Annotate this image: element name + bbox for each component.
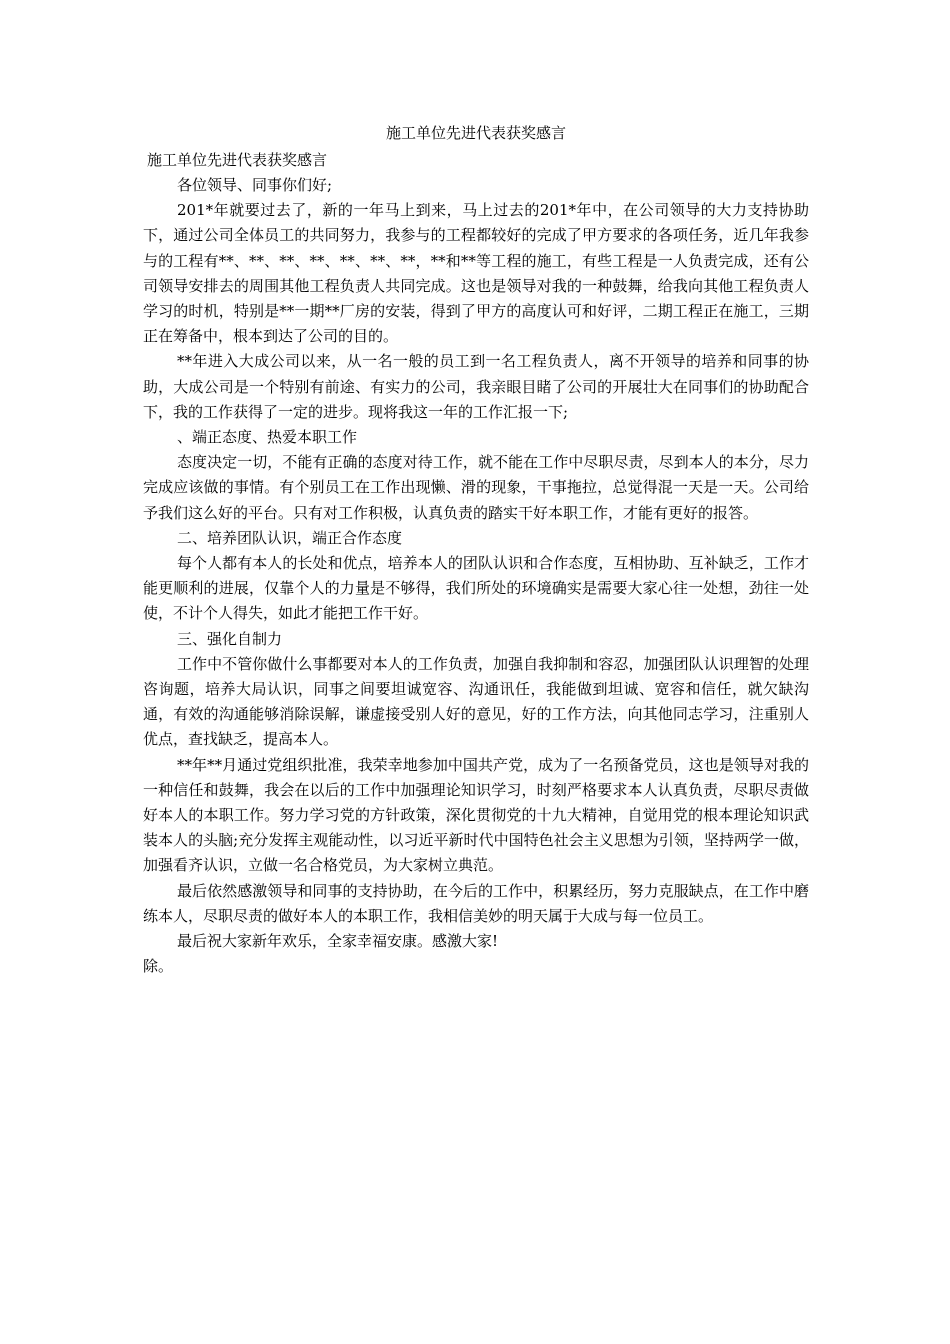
section-heading-3: 三、强化自制力 [177,629,283,648]
paragraph-7: 最后依然感激领导和同事的支持协助，在今后的工作中，积累经历，努力克服缺点，在工作中磨练本人，尽职尽责的做好本人的本职工作，我相信美妙的明天属于大成与每一位员工。 [143,881,809,925]
greeting: 各位领导、同事你们好; [177,176,333,194]
section-heading-1: 、端正态度、热爱本职工作 [177,428,358,447]
paragraph-6: **年**月通过党组织批准，我荣幸地参加中国共产党，成为了一名预备党员，这也是领导对我的一种信任和鼓舞，我会在以后的工作中加强理论知识学习，时刻严格要求本人认真负责，尽职尽责做好本人的本职工作。努力学习党的方针政策，深化贯彻党的十九大精神，自觉用党的根本理论知识武装本人的头脑;充分发挥主观能动性，以习近平新时代中国特色社会主义思想为引领，坚持两学一做，加强看齐认识，立做一名合格党员，为大家树立典范。 [143,755,809,875]
document-page [143,120,809,980]
paragraph-4: 每个人都有本人的长处和优点，培养本人的团队认识和合作态度，互相协助、互补缺乏，工作才能更顺利的进展，仅靠个人的力量是不够得，我们所处的环境确实是需要大家心往一处想，劲往一处使，不计个人得失，如此才能把工作干好。 [143,554,809,623]
section-heading-2: 二、培养团队认识，端正合作态度 [177,528,403,547]
paragraph-5: 工作中不管你做什么事都要对本人的工作负责，加强自我抑制和容忍，加强团队认识理智的处理咨询题，培养大局认识，同事之间要坦诚宽容、沟通讯任，我能做到坦诚、宽容和信任，就欠缺沟通，有效的沟通能够消除误解，谦虚接受别人好的意见，好的工作方法，向其他同志学习，注重别人优点，查找缺乏，提高本人。 [143,654,809,749]
paragraph-2: **年进入大成公司以来，从一名一般的员工到一名工程负责人，离不开领导的培养和同事的协助，大成公司是一个特别有前途、有实力的公司，我亲眼目睹了公司的开展壮大在同事们的协助配合下，我的工作获得了一定的进步。现将我这一年的工作汇报一下; [143,352,809,421]
document-subtitle: 施工单位先进代表获奖感言 [147,151,328,169]
paragraph-3: 态度决定一切，不能有正确的态度对待工作，就不能在工作中尽职尽责，尽到本人的本分，尽力完成应该做的事情。有个别员工在工作出现懒、滑的现象，干事拖拉，总觉得混一天是一天。公司给予我们这么好的平台。只有对工作积极，认真负责的踏实干好本职工作，才能有更好的报答。 [143,453,809,522]
trailing-text: 除。 [143,957,174,976]
paragraph-1: 201*年就要过去了，新的一年马上到来，马上过去的201*年中，在公司领导的大力支持协助下，通过公司全体员工的共同努力，我参与的工程都较好的完成了甲方要求的各项任务，近几年我参与的工程有**、**、**、**、**、**、**，**和**等工程的施工，有些工程是一人负责完成，还有公司领导安排去的周围其他工程负责人共同完成。这也是领导对我的一种鼓舞，给我向其他工程负责人学习的时机，特别是**一期**厂房的安装，得到了甲方的高度认可和好评，二期工程正在施工，三期正在筹备中，根本到达了公司的目的。 [143,201,809,346]
document-title: 施工单位先进代表获奖感言 [385,124,566,142]
closing-wish: 最后祝大家新年欢乐，全家幸福安康。感激大家! [177,932,499,951]
